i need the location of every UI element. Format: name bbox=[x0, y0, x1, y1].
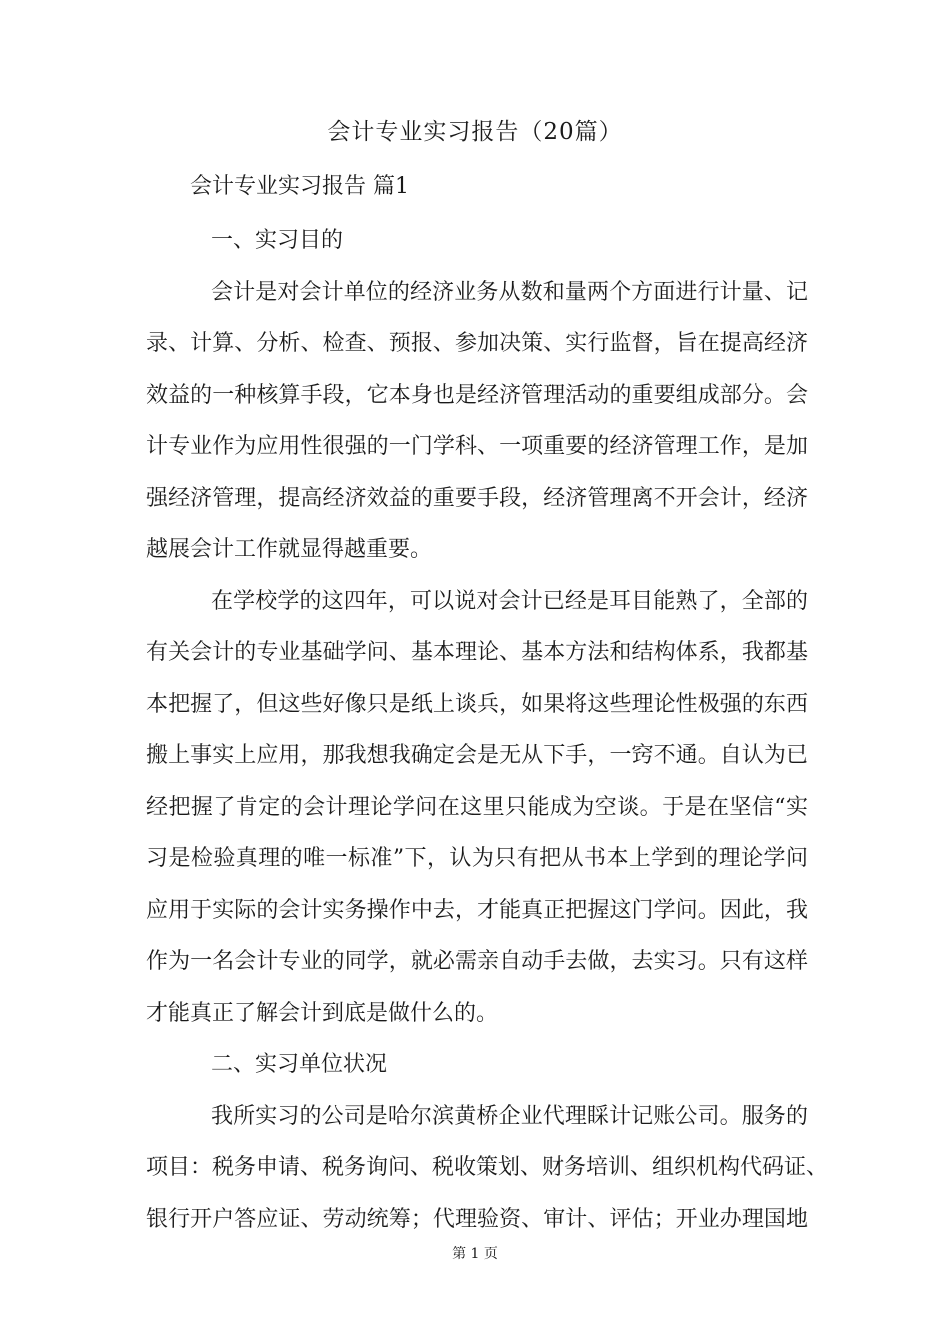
paragraph-line: 银行开户答应证、劳动统筹；代理验资、审计、评估；开业办理国地 bbox=[146, 1206, 808, 1232]
paragraph-line: 习是检验真理的唯一标准”下，认为只有把从书本上学到的理论学问 bbox=[146, 846, 808, 871]
paragraph-line: 才能真正了解会计到底是做什么的。 bbox=[146, 1000, 499, 1026]
section-heading: 二、实习单位状况 bbox=[211, 1052, 388, 1077]
paragraph-line: 会计是对会计单位的经济业务从数和量两个方面进行计量、记 bbox=[211, 279, 808, 305]
paragraph-line: 我所实习的公司是哈尔滨黄桥企业代理睬计记账公司。服务的 bbox=[211, 1103, 808, 1129]
paragraph-line: 在学校学的这四年，可以说对会计已经是耳目能熟了，全部的 bbox=[211, 588, 808, 614]
paragraph-line: 项目：税务申请、税务询问、税收策划、财务培训、组织机构代码证、 bbox=[146, 1155, 829, 1180]
paragraph-line: 有关会计的专业基础学问、基本理论、基本方法和结构体系，我都基 bbox=[146, 640, 808, 665]
paragraph-line: 作为一名会计专业的同学，就必需亲自动手去做，去实习。只有这样 bbox=[146, 949, 808, 974]
section-heading: 一、实习目的 bbox=[211, 228, 344, 253]
paragraph-line: 效益的一种核算手段，它本身也是经济管理活动的重要组成部分。会 bbox=[146, 382, 808, 408]
document-body bbox=[146, 215, 829, 1245]
paragraph-line: 强经济管理，提高经济效益的重要手段，经济管理离不开会计，经济 bbox=[146, 485, 808, 511]
paragraph-line: 录、计算、分析、检查、预报、参加决策、实行监督，旨在提高经济 bbox=[146, 331, 808, 356]
paragraph-line: 计专业作为应用性很强的一门学科、一项重要的经济管理工作，是加 bbox=[146, 434, 808, 459]
document-title: 会计专业实习报告（20篇） bbox=[327, 119, 623, 145]
paragraph-line: 越展会计工作就显得越重要。 bbox=[146, 537, 433, 562]
paragraph-line: 经把握了肯定的会计理论学问在这里只能成为空谈。于是在坚信“实 bbox=[146, 794, 808, 820]
paragraph-line: 本把握了，但这些好像只是纸上谈兵，如果将这些理论性极强的东西 bbox=[146, 691, 808, 717]
paragraph-line: 应用于实际的会计实务操作中去，才能真正把握这门学问。因此，我 bbox=[146, 897, 808, 923]
paragraph-line: 搬上事实上应用，那我想我确定会是无从下手，一窍不通。自认为已 bbox=[146, 743, 808, 768]
section-subtitle: 会计专业实习报告 篇1 bbox=[190, 174, 409, 199]
page-number: 第 1 页 bbox=[452, 1246, 498, 1262]
